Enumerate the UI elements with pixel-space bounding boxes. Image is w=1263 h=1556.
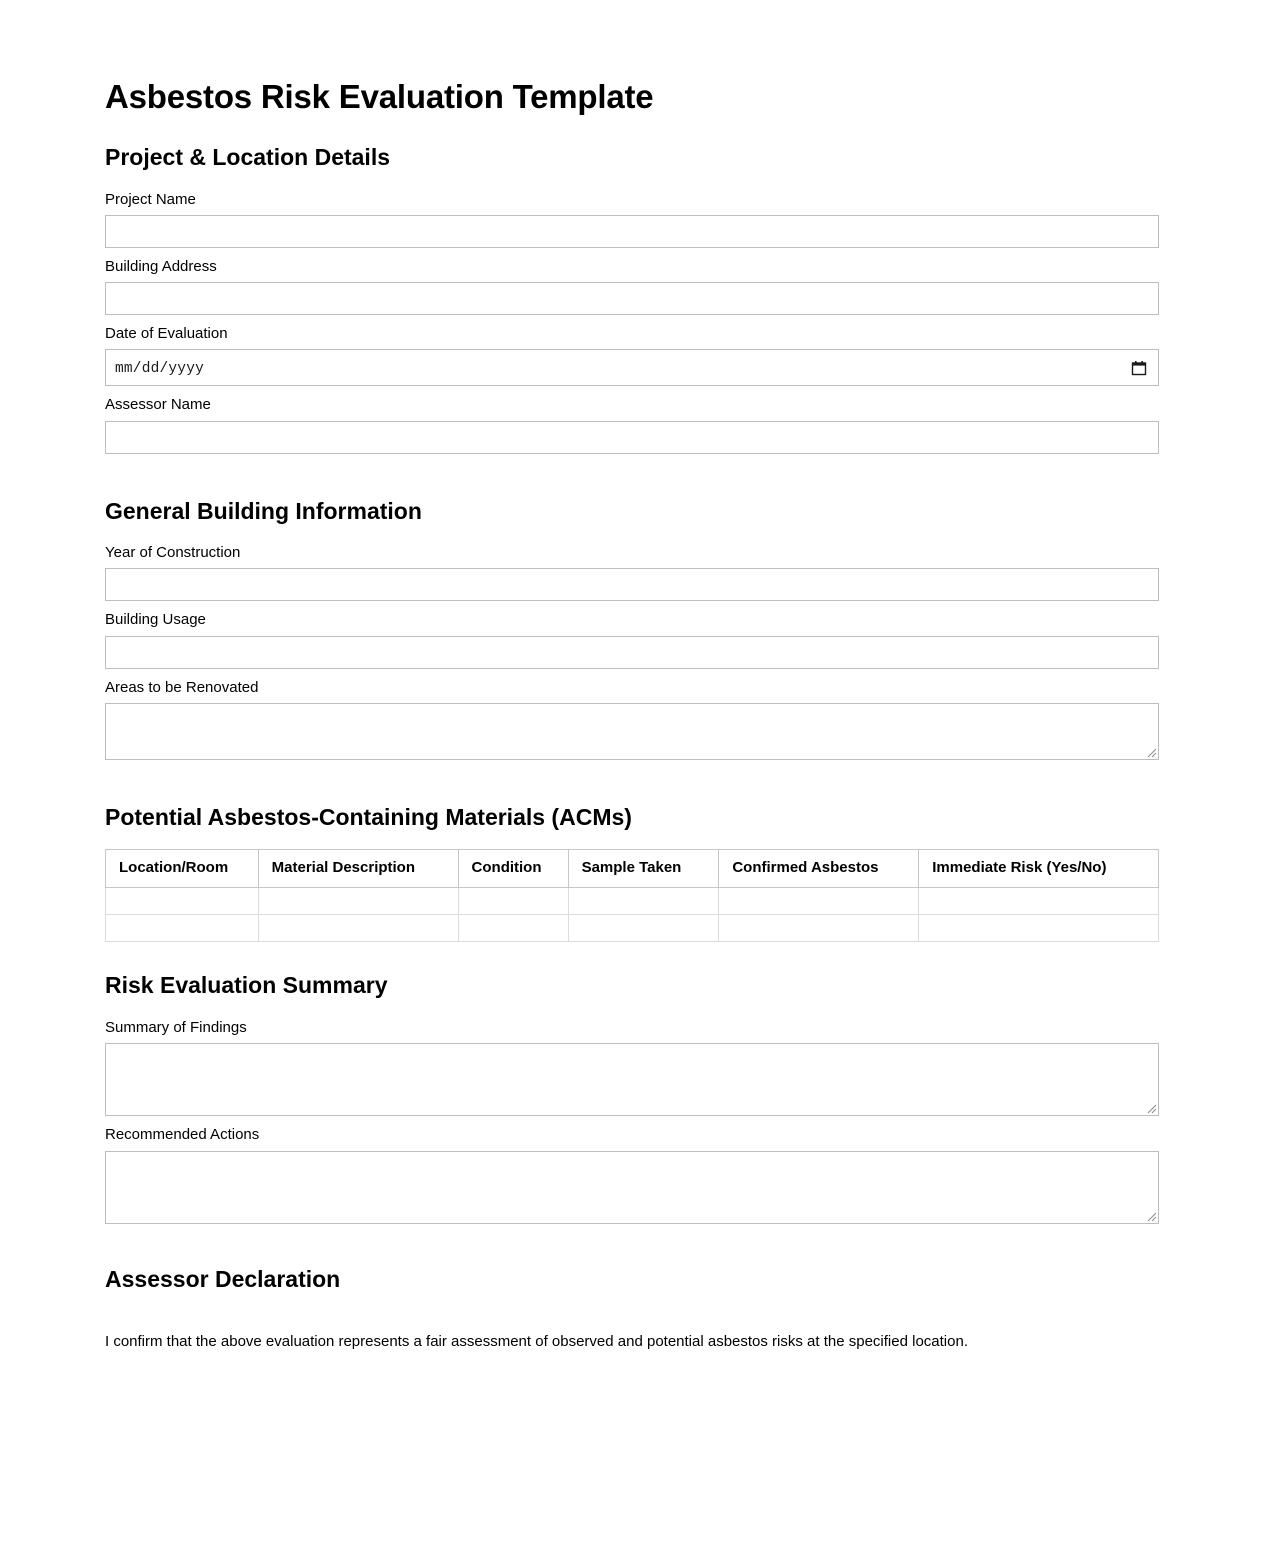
acm-table [105,849,1159,942]
label-recommended-actions: Recommended Actions [105,1126,260,1144]
section-heading-acms: Potential Asbestos-Containing Materials (ACMs) [105,803,632,830]
column-header-sample-taken: Sample Taken [568,850,719,888]
section-heading-project-location: Project & Location Details [105,143,391,170]
calendar-icon[interactable] [1131,360,1147,376]
spacer-after-table [105,942,1159,972]
building-address-input[interactable] [105,282,1159,315]
label-summary-of-findings: Summary of Findings [105,1019,247,1037]
table-cell-location-room[interactable] [106,888,259,915]
table-cell-condition[interactable] [458,915,568,942]
field-summary-of-findings [105,1018,1159,1116]
section-assessor-declaration [105,1266,1159,1353]
field-assessor-name [105,395,1159,453]
table-row[interactable] [106,888,1159,915]
year-of-construction-input[interactable] [105,568,1159,601]
section-heading-risk-summary: Risk Evaluation Summary [105,972,388,999]
date-placeholder-text: mm/dd/yyyy [115,361,205,378]
spacer-before-declaration [105,1233,1159,1266]
label-year-of-construction: Year of Construction [105,544,241,562]
column-header-confirmed-asbestos: Confirmed Asbestos [719,850,919,888]
label-project-name: Project Name [105,190,196,208]
field-building-usage [105,610,1159,668]
recommended-actions-wrapper [105,1151,1159,1224]
acm-table-head [106,850,1159,888]
table-cell-sample-taken[interactable] [568,888,719,915]
section-heading-general-building: General Building Information [105,497,422,524]
acm-table-body [106,888,1159,942]
date-of-evaluation-wrapper [105,349,1159,386]
column-header-material-description: Material Description [258,850,458,888]
label-building-address: Building Address [105,257,217,275]
areas-to-be-renovated-textarea[interactable] [105,703,1159,760]
summary-of-findings-textarea[interactable] [105,1043,1159,1116]
table-cell-location-room[interactable] [106,915,259,942]
label-building-usage: Building Usage [105,611,206,629]
assessor-name-input[interactable] [105,421,1159,454]
areas-to-be-renovated-wrapper [105,703,1159,760]
column-header-immediate-risk: Immediate Risk (Yes/No) [919,850,1159,888]
label-areas-to-be-renovated: Areas to be Renovated [105,678,259,696]
table-cell-confirmed-asbestos[interactable] [719,915,919,942]
field-areas-to-be-renovated [105,678,1159,760]
table-cell-material-description[interactable] [258,888,458,915]
acm-table-header-row [106,850,1159,888]
table-cell-immediate-risk[interactable] [919,915,1159,942]
table-cell-sample-taken[interactable] [568,915,719,942]
table-cell-material-description[interactable] [258,915,458,942]
section-general-building-information [105,498,1159,760]
label-date-of-evaluation: Date of Evaluation [105,325,228,343]
summary-of-findings-wrapper [105,1043,1159,1116]
field-year-of-construction [105,543,1159,601]
recommended-actions-textarea[interactable] [105,1151,1159,1224]
table-row[interactable] [106,915,1159,942]
label-assessor-name: Assessor Name [105,396,211,414]
field-project-name [105,190,1159,248]
page-title: Asbestos Risk Evaluation Template [105,78,654,115]
section-risk-evaluation-summary [105,972,1159,1223]
table-cell-confirmed-asbestos[interactable] [719,888,919,915]
section-potential-acms [105,804,1159,943]
field-recommended-actions [105,1125,1159,1223]
table-cell-condition[interactable] [458,888,568,915]
date-of-evaluation-input[interactable] [105,349,1159,386]
building-usage-input[interactable] [105,636,1159,669]
table-cell-immediate-risk[interactable] [919,888,1159,915]
spacer-declaration-body [105,1311,1159,1331]
field-building-address [105,257,1159,315]
assessor-declaration-text: I confirm that the above evaluation represents a fair assessment of observed and potential asbestos risks at the specified location. [105,1333,968,1351]
column-header-condition: Condition [458,850,568,888]
project-name-input[interactable] [105,215,1159,248]
column-header-location-room: Location/Room [106,850,259,888]
section-project-location-details [105,144,1159,454]
section-heading-assessor-declaration: Assessor Declaration [105,1265,341,1292]
field-date-of-evaluation [105,324,1159,386]
